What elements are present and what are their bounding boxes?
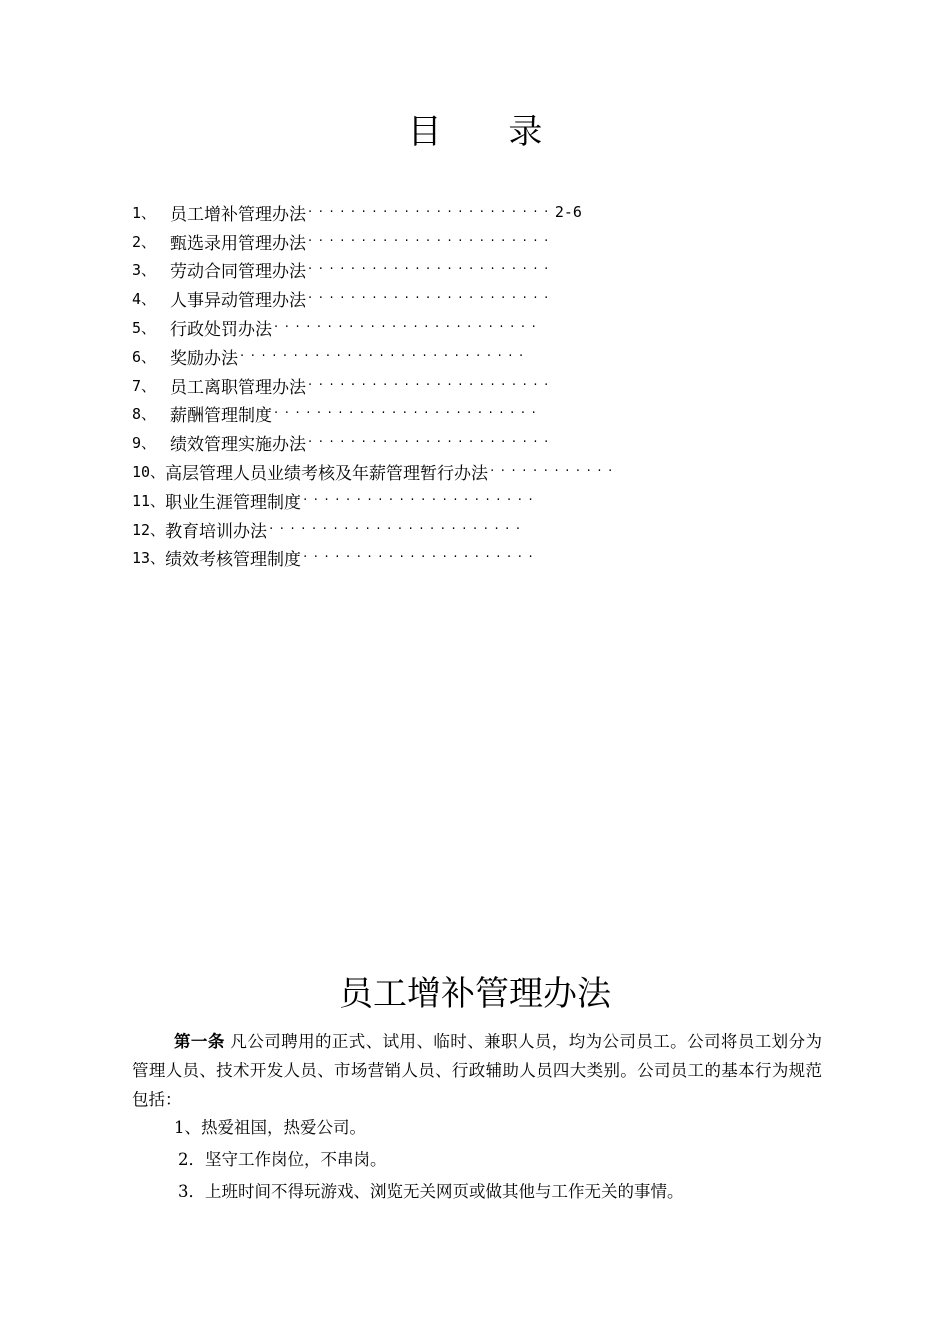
toc-item-number: 6、 [132, 347, 157, 366]
toc-leader-dots: ······················· [308, 204, 555, 220]
toc-leader-dots: ··························· [240, 348, 530, 364]
toc-leader-dots: ························· [274, 320, 543, 336]
toc-item[interactable] [132, 457, 832, 486]
toc-item-number: 1、 [132, 203, 157, 222]
section-title: 员工增补管理办法 [339, 974, 611, 1014]
toc-item-label: 职业生涯管理制度 [165, 492, 302, 513]
toc-leader-dots: ······················ [303, 492, 540, 508]
toc-leader-dots: ······················· [308, 435, 555, 451]
toc-item[interactable] [132, 313, 832, 342]
toc-leader-dots: ························ [269, 521, 527, 537]
toc-item-page: 2-6 [554, 203, 582, 222]
toc-leader-dots: ······················· [308, 377, 555, 393]
toc-item[interactable] [132, 515, 832, 544]
toc-item-number: 13、 [132, 549, 166, 568]
toc-leader-dots: ······················· [308, 233, 555, 249]
article-label: 第一条 [174, 1032, 225, 1051]
toc-item-label: 奖励办法 [170, 348, 238, 369]
toc-item[interactable] [132, 486, 832, 515]
toc-title: 目 录 [407, 112, 571, 152]
toc-item[interactable] [132, 227, 832, 256]
toc-item-label: 教育培训办法 [165, 521, 268, 542]
toc-leader-dots: ······················· [308, 291, 555, 307]
toc-leader-dots: ······················ [303, 550, 540, 566]
toc-item-label: 甄选录用管理办法 [170, 233, 306, 254]
toc-item-number: 8、 [132, 405, 157, 424]
toc-item[interactable] [132, 371, 832, 400]
toc-item-label: 员工增补管理办法 [170, 204, 306, 225]
toc-item[interactable] [132, 544, 832, 573]
toc-item[interactable] [132, 198, 832, 227]
toc-item-label: 行政处罚办法 [170, 320, 272, 341]
toc-item-number: 2、 [132, 232, 157, 251]
toc-item-label: 劳动合同管理办法 [170, 262, 306, 283]
rule-item: 2．坚守工作岗位，不串岗。 [178, 1150, 387, 1169]
rule-item: 3．上班时间不得玩游戏、浏览无关网页或做其他与工作无关的事情。 [178, 1182, 684, 1201]
toc-item-label: 高层管理人员业绩考核及年薪管理暂行办法 [165, 464, 489, 485]
toc-item-number: 3、 [132, 261, 157, 280]
rule-item: 1、热爱祖国，热爱公司。 [174, 1118, 366, 1137]
toc-list [132, 198, 832, 572]
toc-item-number: 5、 [132, 319, 157, 338]
toc-item[interactable] [132, 342, 832, 371]
toc-item-number: 10、 [132, 463, 166, 482]
toc-item-number: 12、 [132, 520, 166, 539]
toc-leader-dots: ············ [490, 464, 619, 480]
toc-item-label: 员工离职管理办法 [170, 377, 306, 398]
toc-item-label: 薪酬管理制度 [170, 406, 272, 427]
toc-item[interactable] [132, 400, 832, 429]
toc-item[interactable] [132, 284, 832, 313]
toc-item-number: 7、 [132, 376, 157, 395]
article-text: 凡公司聘用的正式、试用、临时、兼职人员，均为公司员工。公司将员工划分为管理人员、技术开发人员、市场营销人员、行政辅助人员四大类别。公司员工的基本行为规范包括： [132, 1032, 823, 1109]
toc-leader-dots: ······················· [308, 262, 555, 278]
toc-item-label: 绩效管理实施办法 [170, 435, 306, 456]
toc-item[interactable] [132, 256, 832, 285]
toc-item-number: 9、 [132, 434, 157, 453]
toc-item-number: 4、 [132, 290, 157, 309]
toc-item-label: 人事异动管理办法 [170, 291, 306, 312]
toc-item[interactable] [132, 428, 832, 457]
toc-item-label: 绩效考核管理制度 [165, 550, 302, 571]
article-paragraph [132, 1027, 822, 1114]
toc-item-number: 11、 [132, 491, 166, 510]
toc-leader-dots: ························· [274, 406, 543, 422]
